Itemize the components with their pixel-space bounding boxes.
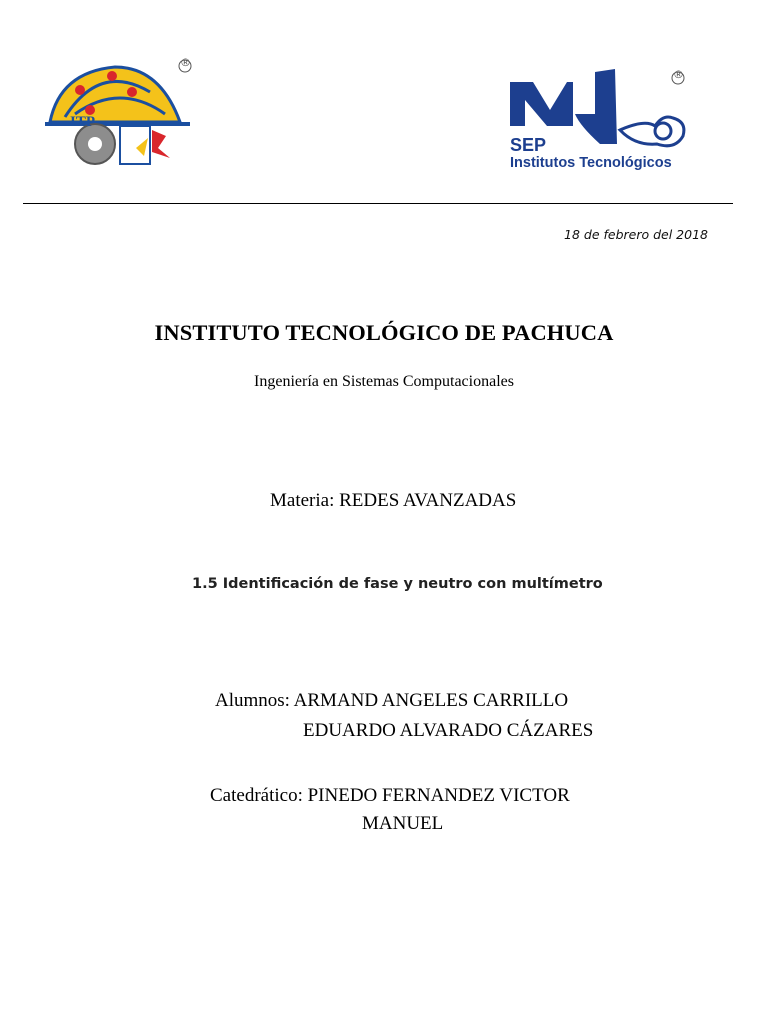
sep-logo [505, 64, 695, 176]
students-block [215, 686, 593, 746]
itp-logo-icon [40, 52, 200, 177]
topic-title: 1.5 Identificación de fase y neutro con multímetro [192, 576, 603, 592]
students-label: Alumnos: [215, 690, 290, 711]
subject-line: Materia: REDES AVANZADAS [270, 490, 517, 511]
sep-logo-text: SEP [510, 135, 547, 155]
header-divider [23, 203, 733, 204]
sep-logo-subtext: Institutos Tecnológicos [510, 155, 672, 171]
teacher-label: Catedrático: [210, 785, 303, 806]
teacher-name: PINEDO FERNANDEZ VICTOR [307, 785, 570, 806]
student-name: ARMAND ANGELES CARRILLO [293, 690, 569, 711]
itp-logo [40, 52, 200, 177]
career-name: Ingeniería en Sistemas Computacionales [254, 373, 514, 390]
teacher-block [210, 782, 630, 838]
registered-mark: ® [180, 56, 191, 69]
itp-logo-text: ITP [70, 114, 96, 130]
sep-logo-icon [505, 64, 695, 176]
teacher-name-continued: MANUEL [362, 813, 444, 834]
document-date: 18 de febrero del 2018 [564, 227, 708, 242]
registered-mark: ® [673, 68, 684, 81]
student-name: EDUARDO ALVARADO CÁZARES [303, 720, 594, 741]
institution-title: INSTITUTO TECNOLÓGICO DE PACHUCA [154, 320, 614, 345]
